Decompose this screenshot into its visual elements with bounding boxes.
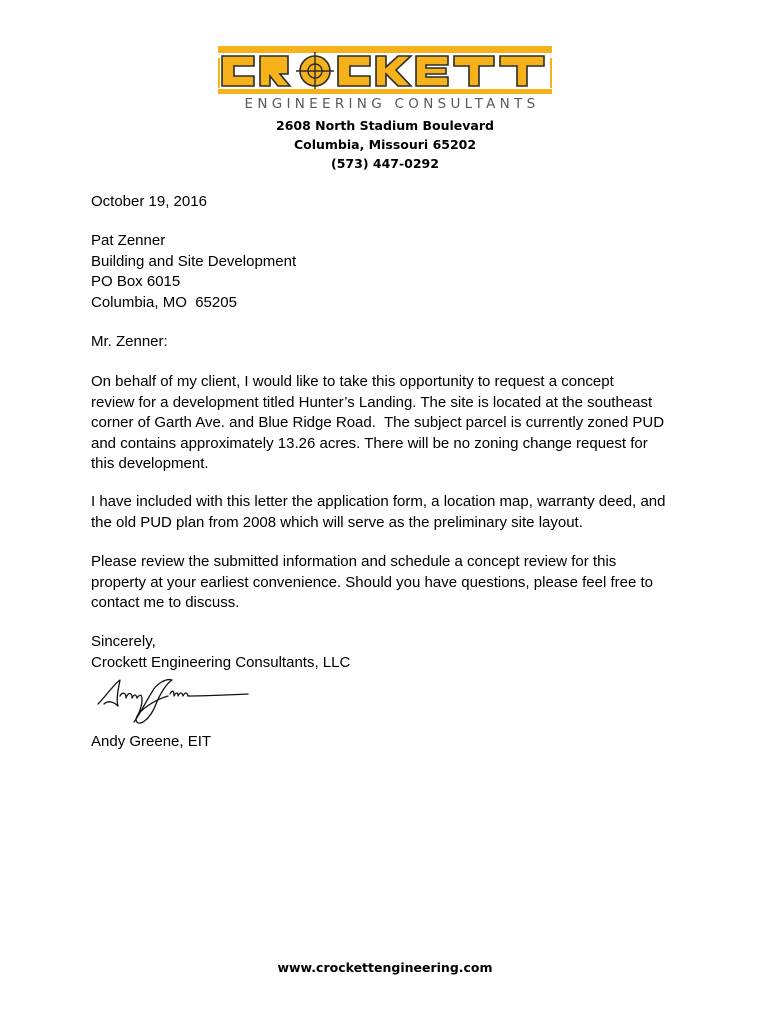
recipient-name: Pat Zenner: [91, 232, 166, 249]
paragraph-line: and contains approximately 13.26 acres. There will be no zoning change request for: [91, 434, 648, 452]
paragraph-line: the old PUD plan from 2008 which will serve as the preliminary site layout.: [91, 513, 583, 531]
logo-subtitle: ENGINEERING CONSULTANTS: [244, 96, 540, 112]
company-logo: [210, 40, 560, 118]
paragraph-line: property at your earliest convenience. Should you have questions, please feel free to: [91, 573, 654, 591]
recipient-department: Building and Site Development: [91, 252, 297, 270]
salutation: Mr. Zenner:: [91, 333, 168, 350]
paragraph-line: review for a development titled Hunter’s Landing. The site is located at the southeast: [91, 393, 653, 411]
paragraph-line: contact me to discuss.: [91, 594, 240, 611]
signer-name: Andy Greene, EIT: [91, 733, 212, 750]
company-name: Crockett Engineering Consultants, LLC: [91, 653, 351, 671]
body-paragraph-1: [91, 372, 691, 475]
letterhead-phone: (573) 447-0292: [331, 156, 439, 171]
paragraph-line: Please review the submitted information and schedule a concept review for this: [91, 553, 617, 570]
body-paragraph-3: [91, 552, 691, 614]
paragraph-line: corner of Garth Ave. and Blue Ridge Road. The subject parcel is currently zoned PUD: [91, 414, 665, 431]
paragraph-line: this development.: [91, 455, 209, 472]
recipient-city-state-zip: Columbia, MO 65205: [91, 293, 237, 311]
footer-website: www.crockettengineering.com: [277, 960, 493, 975]
letter-date: October 19, 2016: [91, 193, 207, 210]
paragraph-line: I have included with this letter the application form, a location map, warranty deed, and: [91, 493, 666, 510]
body-paragraph-2: [91, 492, 691, 533]
crockett-logo-mark: [210, 40, 560, 100]
closing: Sincerely,: [91, 633, 156, 650]
recipient-po-box: PO Box 6015: [91, 273, 181, 290]
paragraph-line: On behalf of my client, I would like to take this opportunity to request a concept: [91, 373, 614, 390]
letterhead-address-line1: 2608 North Stadium Boulevard: [276, 118, 494, 133]
handwritten-signature: [96, 676, 256, 730]
letterhead-address-line2: Columbia, Missouri 65202: [293, 137, 477, 152]
